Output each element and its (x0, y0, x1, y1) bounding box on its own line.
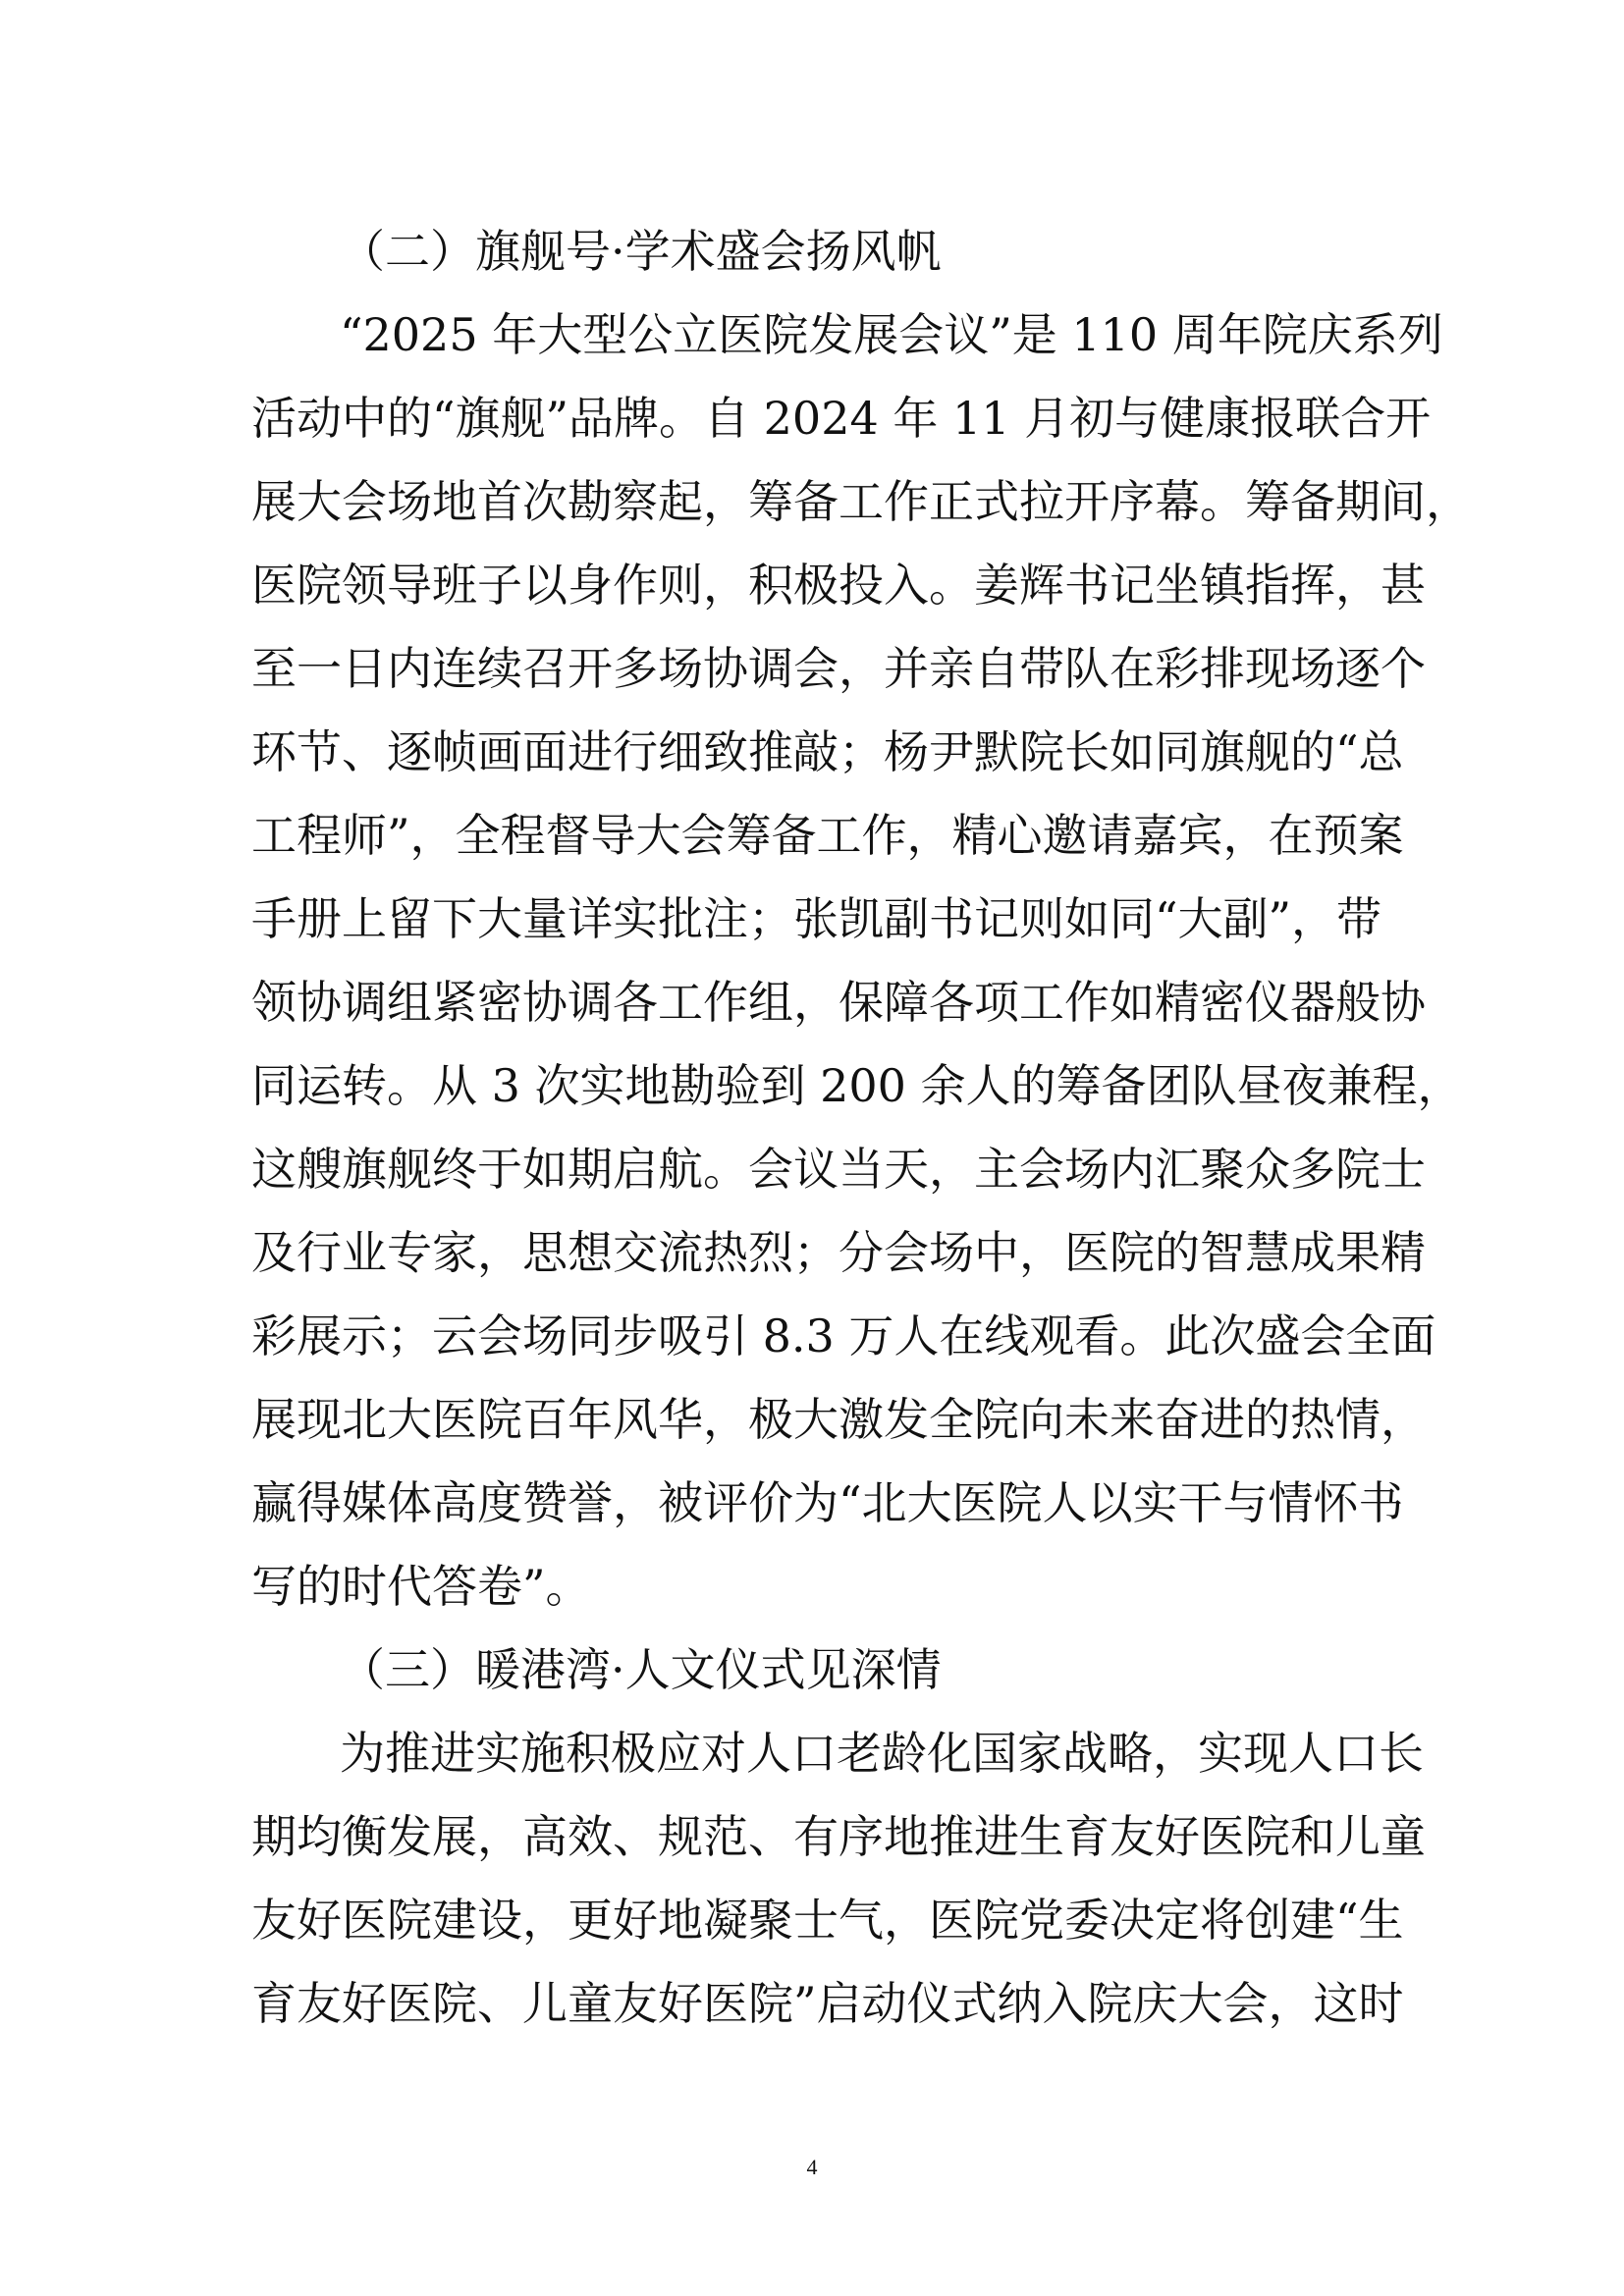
paragraph-line: 展现北大医院百年风华，极大激发全院向未来奋进的热情， (251, 1393, 1426, 1446)
paragraph-line: 工程师”，全程督导大会筹备工作，精心邀请嘉宾，在预案 (251, 809, 1404, 862)
paragraph-line: 写的时代答卷”。 (251, 1560, 591, 1613)
paragraph-line: 领协调组紧密协调各工作组，保障各项工作如精密仪器般协 (251, 976, 1426, 1029)
section-heading-2: （二）旗舰号·学术盛会扬风帆 (340, 225, 942, 278)
paragraph-line: 友好医院建设，更好地凝聚士气，医院党委决定将创建“生 (251, 1894, 1404, 1947)
paragraph-line: 赢得媒体高度赞誉，被评价为“北大医院人以实干与情怀书 (251, 1476, 1404, 1529)
paragraph-line: 为推进实施积极应对人口老龄化国家战略，实现人口长 (340, 1727, 1424, 1780)
paragraph-line: 及行业专家，思想交流热烈；分会场中，医院的智慧成果精 (251, 1226, 1426, 1279)
paragraph-line: 活动中的“旗舰”品牌。自 2024 年 11 月初与健康报联合开 (251, 392, 1432, 445)
paragraph-line: 同运转。从 3 次实地勘验到 200 余人的筹备团队昼夜兼程， (251, 1059, 1463, 1112)
section-heading-3: （三）暖港湾·人文仪式见深情 (340, 1643, 942, 1696)
paragraph-line: 手册上留下大量详实批注；张凯副书记则如同“大副”，带 (251, 892, 1382, 945)
paragraph-line: 环节、逐帧画面进行细致推敲；杨尹默院长如同旗舰的“总 (251, 725, 1404, 778)
paragraph-line: 这艘旗舰终于如期启航。会议当天，主会场内汇聚众多院士 (251, 1143, 1426, 1196)
paragraph-line: 展大会场地首次勘察起，筹备工作正式拉开序幕。筹备期间， (251, 475, 1471, 528)
paragraph-line: 彩展示；云会场同步吸引 8.3 万人在线观看。此次盛会全面 (251, 1309, 1436, 1362)
paragraph-line: 育友好医院、儿童友好医院”启动仪式纳入院庆大会，这时 (251, 1977, 1404, 2030)
paragraph-line: 至一日内连续召开多场协调会，并亲自带队在彩排现场逐个 (251, 642, 1426, 695)
paragraph-line: 医院领导班子以身作则，积极投入。姜辉书记坐镇指挥，甚 (251, 559, 1426, 612)
page-number: 4 (806, 2155, 818, 2179)
paragraph-line: 期均衡发展，高效、规范、有序地推进生育友好医院和儿童 (251, 1810, 1426, 1863)
paragraph-line: “2025 年大型公立医院发展会议”是 110 周年院庆系列 (340, 308, 1443, 361)
